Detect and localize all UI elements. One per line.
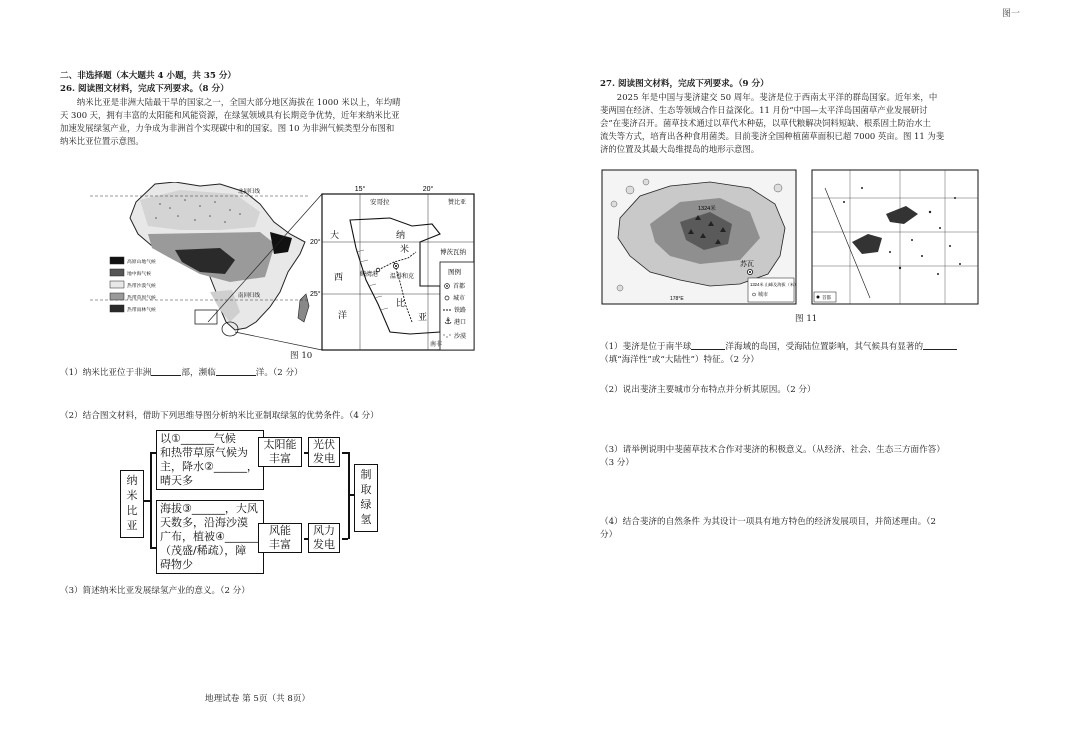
mindmap-pv: 光伏 发电: [308, 437, 340, 467]
figure-10: [60, 182, 480, 362]
mindmap-terrain-line5: 碍物少: [160, 558, 193, 571]
mindmap-climate-line1[interactable]: 以①______气候: [160, 432, 236, 445]
q26-1-start: （1）纳米比亚位于非洲: [60, 368, 152, 378]
figure-11: [600, 168, 1000, 308]
q27-title: 27. 阅读图文材料，完成下列要求。（9 分）: [600, 79, 769, 89]
answer-blank-q26-1a[interactable]: [151, 366, 181, 376]
fiji-map: [600, 168, 980, 308]
q27-3-block: [600, 444, 1000, 470]
q27-para-2: 斐两国在经济、生态等领域合作日益深化。11 月份“中国—太平洋岛国菌草产业发展研讨: [600, 105, 928, 115]
label-tropic: 北回归线: [238, 189, 261, 195]
svg-text:⚓: ⚓: [444, 317, 453, 327]
mind-map: [120, 430, 380, 575]
climate-legend-2: 地中海气候: [127, 272, 151, 277]
label-xi: 西: [334, 272, 344, 282]
inset-legend-capital: 首都: [453, 284, 466, 290]
q26-1-mid: 部，濒临: [181, 368, 216, 378]
q27-1-start: （1）斐济是位于南半球: [600, 342, 692, 352]
page-footer: 地理试卷 第 5页（共 8页）: [205, 694, 311, 704]
inset-legend-desert: 沙漠: [454, 334, 467, 340]
q26-para-1: 纳米比亚是非洲大陆最干旱的国家之一，全国大部分地区海拔在 1000 米以上，年均晴: [76, 97, 401, 107]
inset-legend-rail: 铁路: [454, 308, 467, 314]
answer-blank-q27-1b[interactable]: [923, 340, 957, 350]
label-ya: 亚: [418, 312, 428, 322]
inset-legend-port: 港口: [454, 320, 467, 326]
label-yang: 洋: [338, 310, 348, 320]
q26-para-2: 天 300 天，拥有丰富的太阳能和风能资源，在绿氢领域具有长期竞争优势，近年来纳米比亚: [60, 110, 400, 120]
label-tropic-s: 南回归线: [238, 293, 261, 299]
mindmap-climate-box: [156, 430, 264, 490]
inset-legend-title: 图例: [448, 269, 461, 276]
label-peak: 1324米: [698, 206, 716, 212]
answer-blank-q27-1a[interactable]: [691, 340, 725, 350]
figure-11-caption: 图 11: [795, 314, 818, 324]
label-da: 大: [330, 230, 340, 240]
answer-blank-q26-1b[interactable]: [216, 366, 256, 376]
mindmap-climate-line3[interactable]: 主，降水②______，: [160, 460, 258, 473]
climate-legend-4: 热带草原气候: [127, 296, 156, 301]
q27-4-block: [600, 516, 1000, 542]
q27-1-end: （填“海洋性”或“大陆性”）特征。（2 分）: [600, 355, 759, 365]
q27-3b: （3 分）: [600, 458, 634, 468]
q27-4: （4）结合斐济的自然条件 为其设计一项具有地方特色的经济发展项目，并简述理由。（2: [600, 517, 936, 527]
label-south-africa: 南非: [430, 342, 443, 348]
q26-3-block: [60, 585, 480, 598]
label-na: 纳: [396, 230, 406, 240]
q26-2-block: [60, 410, 480, 423]
label-lat25: 25°: [310, 291, 321, 298]
label-lat20: 20°: [310, 239, 321, 246]
q27-4b: 分）: [600, 530, 618, 540]
mindmap-wind: 风能 丰富: [258, 523, 302, 553]
legend-city: 城市: [758, 292, 769, 298]
q26-1-block: [60, 366, 480, 380]
climate-legend-3: 热带沙漠气候: [127, 284, 156, 289]
climate-legend-5: 热带雨林气候: [127, 308, 156, 313]
q26-1: [60, 366, 480, 380]
q26-para-3: 加速发展绿氢产业，力争成为非洲首个实现碳中和的国家。图 10 为非洲气候类型分布图和: [60, 123, 395, 133]
left-column: [60, 70, 480, 148]
label-lon: 178°E: [670, 296, 684, 302]
q27-1-mid: 洋海域的岛国，受海陆位置影响，其气候具有显著的: [725, 342, 924, 352]
mindmap-solar: 太阳能 丰富: [258, 437, 302, 467]
q26-2: （2）结合图文材料，借助下列思维导图分析纳米比亚制取绿氢的优势条件。（4 分）: [60, 411, 379, 421]
mindmap-terrain-line4: （茂盛/稀疏），障: [160, 544, 247, 557]
figure-10-caption: 图 10: [290, 351, 313, 361]
mindmap-namibia: 纳 米 比 亚: [120, 470, 144, 538]
q27-para-4: 流失等方式，培育出各种食用菌类。目前斐济全国种植菌草面积已超 7000 英亩。图 11 为斐: [600, 131, 945, 141]
label-bi: 比: [396, 298, 406, 308]
mindmap-terrain-box: [156, 500, 264, 574]
label-lon20: 20°: [422, 186, 434, 193]
mindmap-terrain-line2: 天数多，沿海沙漠: [160, 516, 248, 529]
q27-para-1: 2025 年是中国与斐济建交 50 周年。斐济是位于西南太平洋的群岛国家。近年来，中: [616, 92, 938, 102]
mindmap-climate-line2: 和热带草原气候为: [160, 446, 248, 459]
label-botswana: 博茨瓦纳: [440, 249, 466, 256]
q27-1: [600, 340, 995, 354]
q26-1-end: 洋。（2 分）: [255, 368, 303, 378]
mindmap-terrain-line1[interactable]: 海拔③______，大风: [160, 502, 258, 515]
q27-3: （3）请举例说明中斐菌草技术合作对斐济的积极意义。（从经济、社会、生态三方面作答）: [600, 445, 945, 455]
q26-3: （3）简述纳米比亚发展绿氢产业的意义。（2 分）: [60, 586, 250, 596]
label-suva: 苏瓦: [740, 261, 754, 268]
corner-mark: 图一: [1001, 9, 1020, 19]
q27-para-3: 会”在斐济召开。菌草技术通过以草代木种菇，以草代粮解决饲料短缺、根系固土防治水土: [600, 118, 931, 128]
right-column: [600, 78, 995, 156]
label-windhoek: 温得和克: [390, 274, 415, 280]
inset-legend-city: 城市: [453, 296, 466, 302]
q26-para-4: 纳米比亚位置示意图。: [60, 136, 144, 146]
q27-2-block: [600, 384, 995, 397]
legend-capital: 首都: [822, 295, 831, 300]
climate-legend-1: 高原山地气候: [127, 260, 156, 265]
section-title: 二、非选择题（本大题共 4 小题，共 35 分）: [60, 71, 237, 81]
label-angola: 安哥拉: [370, 199, 390, 206]
mindmap-windpower: 风力 发电: [308, 523, 340, 553]
q26-title: 26. 阅读图文材料，完成下列要求。（8 分）: [60, 84, 229, 94]
q27-para-5: 济的位置及其最大岛维提岛的地形示意图。: [600, 144, 760, 154]
mindmap-terrain-line3[interactable]: 广布，植被④______: [160, 530, 258, 543]
mindmap-hydrogen: 制 取 绿 氢: [354, 464, 378, 532]
label-zambia: 赞比亚: [448, 200, 467, 206]
mindmap-climate-line4: 晴天多: [160, 474, 193, 487]
africa-climate-map: [60, 182, 480, 352]
legend-peak: 1324米 山峰及海拔（米）: [750, 282, 799, 287]
q27-1-block: [600, 340, 995, 367]
label-lon15: 15°: [354, 186, 366, 193]
q27-2: （2）说出斐济主要城市分布特点并分析其原因。（2 分）: [600, 385, 816, 395]
label-mi: 米: [400, 244, 410, 254]
label-walvis: 鲸湾港: [360, 272, 379, 278]
